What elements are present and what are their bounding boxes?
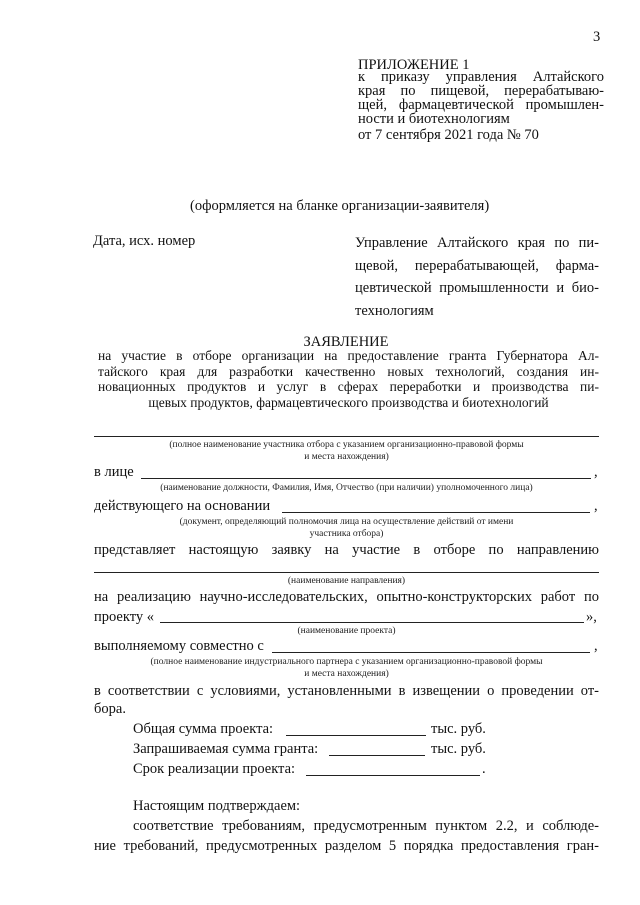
addressee-line: технологиям	[355, 302, 434, 319]
acting-caption-1: (документ, определяющий полномочия лица на осуществление действий от имени	[179, 517, 514, 527]
addressee-block	[355, 232, 599, 322]
confirm-title: Настоящим подтверждаем:	[133, 798, 301, 814]
appendix-title: ПРИЛОЖЕНИЕ 1	[358, 57, 470, 73]
conditions-line-1: в соответствии с условиями, установленными в извещении о проведении от-	[94, 683, 599, 699]
partner-caption-1: (полное наименование индустриального партнера с указанием организационно-правовой формы	[150, 657, 543, 667]
in-person-caption: (наименование должности, Фамилия, Имя, Отчество (при наличии) уполномоченного лица)	[160, 483, 533, 493]
in-person-label: в лице	[94, 464, 134, 480]
total-input-line[interactable]	[286, 735, 426, 736]
direction-line[interactable]	[94, 572, 599, 573]
appendix-date: от 7 сентября 2021 года № 70	[358, 127, 539, 143]
grant-label: Запрашиваемая сумма гранта:	[133, 741, 319, 757]
page-number: 3	[593, 29, 601, 45]
subtitle-line: тайского края для разработки качественно новых технологий, создания ин-	[98, 363, 599, 379]
acting-basis-line[interactable]	[282, 512, 590, 513]
subtitle-line: на участие в отборе организации на предоставление гранта Губернатора Ал-	[98, 348, 599, 363]
acting-basis-label: действующего на основании	[94, 498, 271, 514]
term-input-line[interactable]	[306, 775, 480, 776]
comma: ,	[594, 498, 598, 514]
direction-caption: (наименование направления)	[287, 576, 406, 586]
subtitle-line: новационных продуктов и услуг в сферах переработки и производства пи-	[98, 379, 599, 394]
appendix-line: ности и биотехнологиям	[358, 111, 510, 127]
acting-caption-2: участника отбора)	[309, 529, 384, 539]
total-unit: тыс. руб.	[431, 721, 486, 737]
jointly-label: выполняемому совместно с	[94, 638, 264, 654]
confirm-line-2: ние требований, предусмотренных разделом 5 порядка предоставления гран-	[94, 838, 599, 854]
form-note: (оформляется на бланке организации-заявителя)	[190, 198, 490, 214]
project-prefix: проекту «	[94, 609, 154, 625]
addressee-line: щевой, перерабатывающей, фарма-	[355, 257, 599, 274]
presents-text: представляет настоящую заявку на участие в отборе по направлению	[94, 542, 599, 558]
partner-caption-2: и места нахождения)	[304, 669, 389, 679]
comma: ,	[594, 638, 598, 654]
date-ref: Дата, исх. номер	[93, 233, 196, 249]
project-suffix: »,	[586, 609, 597, 625]
grant-input-line[interactable]	[329, 755, 425, 756]
grant-unit: тыс. руб.	[431, 741, 486, 757]
term-label: Срок реализации проекта:	[133, 761, 296, 777]
appendix-block	[358, 70, 604, 126]
partner-line[interactable]	[272, 652, 590, 653]
participant-caption-1: (полное наименование участника отбора с указанием организационно-правовой формы	[169, 440, 524, 450]
appendix-line: края по пищевой, перерабатываю-	[358, 83, 604, 99]
in-person-line[interactable]	[141, 478, 591, 479]
addressee-line: Управление Алтайского края по пи-	[355, 235, 599, 251]
appendix-line: к приказу управления Алтайского	[358, 69, 604, 85]
comma: ,	[594, 464, 598, 480]
statement-subtitle	[98, 348, 599, 410]
confirm-line-1: соответствие требованиям, предусмотренным пунктом 2.2, и соблюде-	[133, 818, 599, 834]
project-caption: (наименование проекта)	[297, 626, 396, 636]
project-line[interactable]	[160, 622, 584, 623]
research-text: на реализацию научно-исследовательских, опытно-конструкторских работ по	[94, 589, 599, 605]
participant-line[interactable]	[94, 436, 599, 437]
addressee-line: цевтической промышленности и био-	[355, 280, 599, 296]
period: .	[482, 761, 486, 777]
total-label: Общая сумма проекта:	[133, 721, 274, 737]
statement-title: ЗАЯВЛЕНИЕ	[303, 334, 389, 350]
appendix-line: щей, фармацевтической промышлен-	[358, 97, 604, 113]
subtitle-line: щевых продуктов, фармацевтического производства и биотехнологий	[148, 394, 549, 410]
conditions-line-2: бора.	[94, 701, 126, 717]
participant-caption-2: и места нахождения)	[304, 452, 389, 462]
